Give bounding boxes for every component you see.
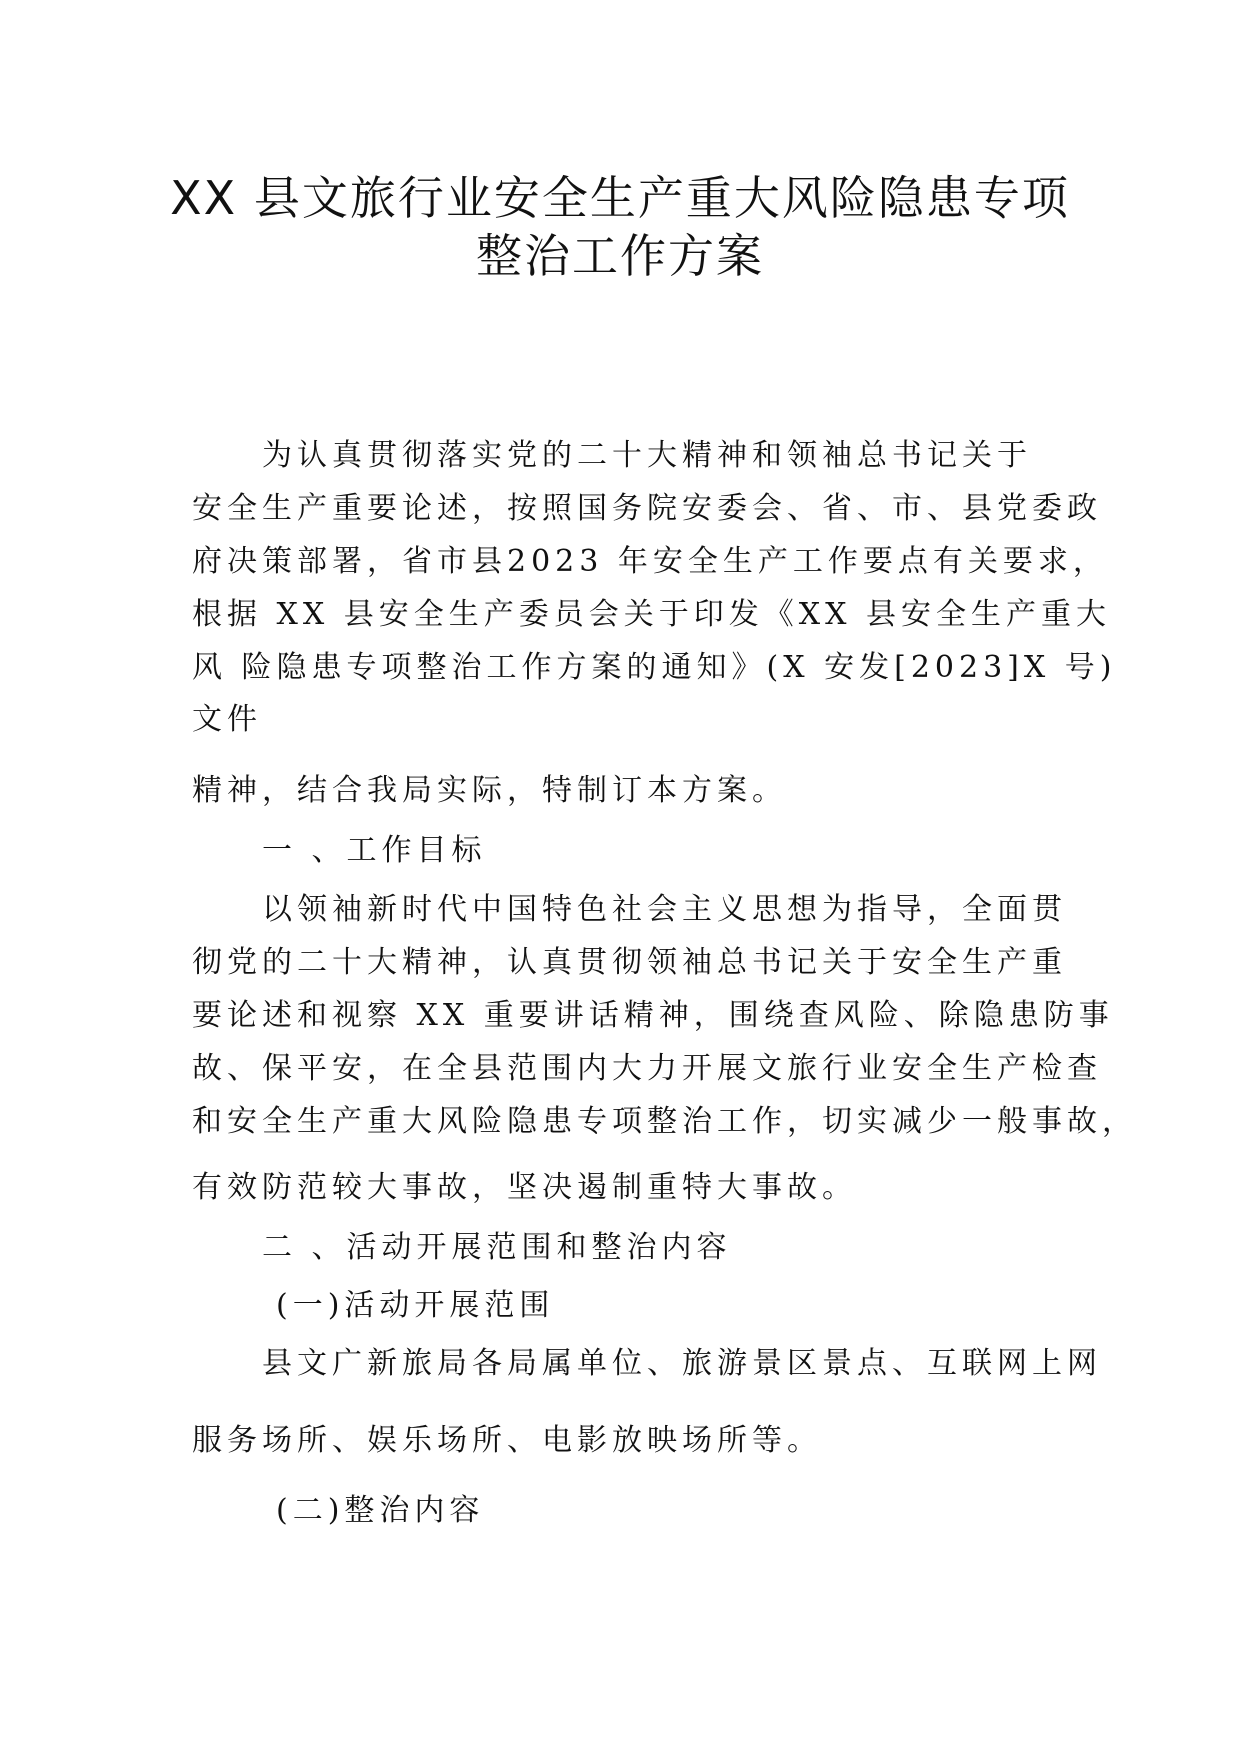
intro-line-4: 根据 XX 县安全生产委员会关于印发《XX 县安全生产重大 — [192, 597, 1112, 632]
section-1-line-1: 以领袖新时代中国特色社会主义思想为指导，全面贯 — [262, 892, 1067, 927]
section-1-line-3: 要论述和视察 XX 重要讲话精神，围绕查风险、除隐患防事 — [192, 998, 1114, 1033]
section-1-line-2: 彻党的二十大精神，认真贯彻领袖总书记关于安全生产重 — [192, 945, 1067, 980]
intro-line-7: 精神，结合我局实际，特制订本方案。 — [192, 773, 787, 808]
section-2-sub-1-line-1: 县文广新旅局各局属单位、旅游景区景点、互联网上网 — [262, 1346, 1102, 1381]
document-title-line-1: XX 县文旅行业安全生产重大风险隐患专项 — [170, 171, 1070, 225]
intro-line-5: 风 险隐患专项整治工作方案的通知》(X 安发[2023]X 号) — [192, 650, 1117, 685]
intro-line-3: 府决策部署，省市县2023 年安全生产工作要点有关要求， — [192, 544, 1108, 579]
section-1-line-4: 故、保平安，在全县范围内大力开展文旅行业安全生产检查 — [192, 1051, 1102, 1086]
intro-line-6: 文件 — [192, 702, 262, 737]
section-2-sub-1-line-2: 服务场所、娱乐场所、电影放映场所等。 — [192, 1423, 822, 1458]
section-1-heading: 一 、工作目标 — [262, 833, 487, 868]
intro-line-1: 为认真贯彻落实党的二十大精神和领袖总书记关于 — [262, 438, 1032, 473]
section-1-line-6: 有效防范较大事故，坚决遏制重特大事故。 — [192, 1170, 857, 1205]
section-1-line-5: 和安全生产重大风险隐患专项整治工作，切实减少一般事故， — [192, 1104, 1137, 1139]
section-2-sub-1-heading: (一)活动开展范围 — [276, 1288, 555, 1323]
section-2-sub-2-heading: (二)整治内容 — [276, 1493, 485, 1528]
document-title-line-2: 整治工作方案 — [476, 229, 764, 283]
intro-line-2: 安全生产重要论述，按照国务院安委会、省、市、县党委政 — [192, 491, 1102, 526]
section-2-heading: 二 、活动开展范围和整治内容 — [262, 1230, 732, 1265]
